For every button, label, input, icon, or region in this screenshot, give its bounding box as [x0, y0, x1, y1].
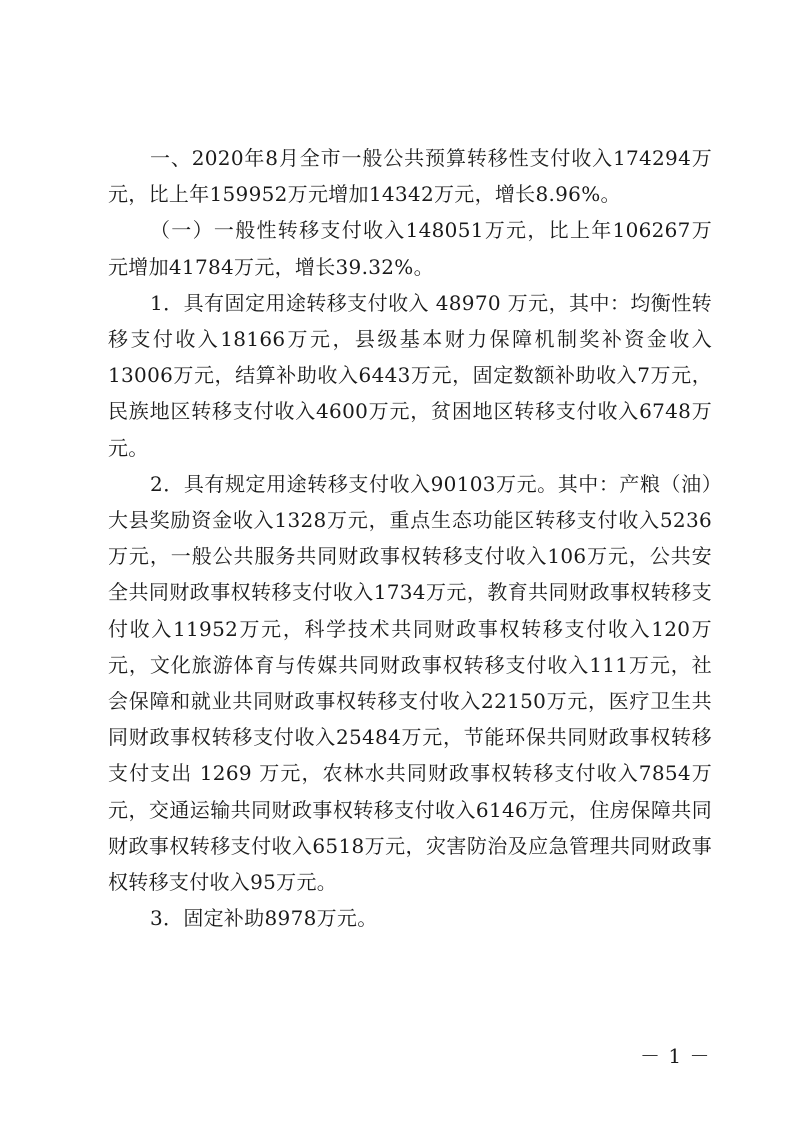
paragraph-fixed-purpose: 1．具有固定用途转移支付收入 48970 万元，其中：均衡性转移支付收入18166万元，县级基本财力保障机制奖补资金收入13006万元，结算补助收入6443万元，固定数额补助收入7万元，民族地区转移支付收入4600万元，贫困地区转移支付收入6748万元。 — [108, 290, 712, 460]
paragraph-specified-purpose: 2．具有规定用途转移支付收入90103万元。其中：产粮（油）大县奖励资金收入1328万元，重点生态功能区转移支付收入5236万元，一般公共服务共同财政事权转移支付收入106万元，公共安全共同财政事权转移支付收入1734万元，教育共同财政事权转移支付收入11952万元，科学技术共同财政事权转移支付收入120万元，文化旅游体育与传媒共同财政事权转移支付收入111万元，社会保障和就业共同财政事权转移支付收入22150万元，医疗卫生共同财政事权转移支付收入25484万元，节能环保共同财政事权转移支付支出 1269 万元，农林水共同财政事权转移支付收入7854万元，交通运输共同财政事权转移支付收入6146万元，住房保障共同财政事权转移支付收入6518万元，灾害防治及应急管理共同财政事权转移支付收入95万元。 — [108, 471, 712, 895]
paragraph-general-transfer: （一）一般性转移支付收入148051万元，比上年106267万元增加41784万元，增长39.32%。 — [108, 218, 712, 279]
paragraph-overview: 一、2020年8月全市一般公共预算转移性支付收入174294万元，比上年159952万元增加14342万元，增长8.96%。 — [108, 146, 712, 207]
document-body — [108, 140, 712, 936]
page-number: － 1 － — [640, 1044, 711, 1068]
paragraph-fixed-subsidy: 3．固定补助8978万元。 — [150, 906, 378, 931]
